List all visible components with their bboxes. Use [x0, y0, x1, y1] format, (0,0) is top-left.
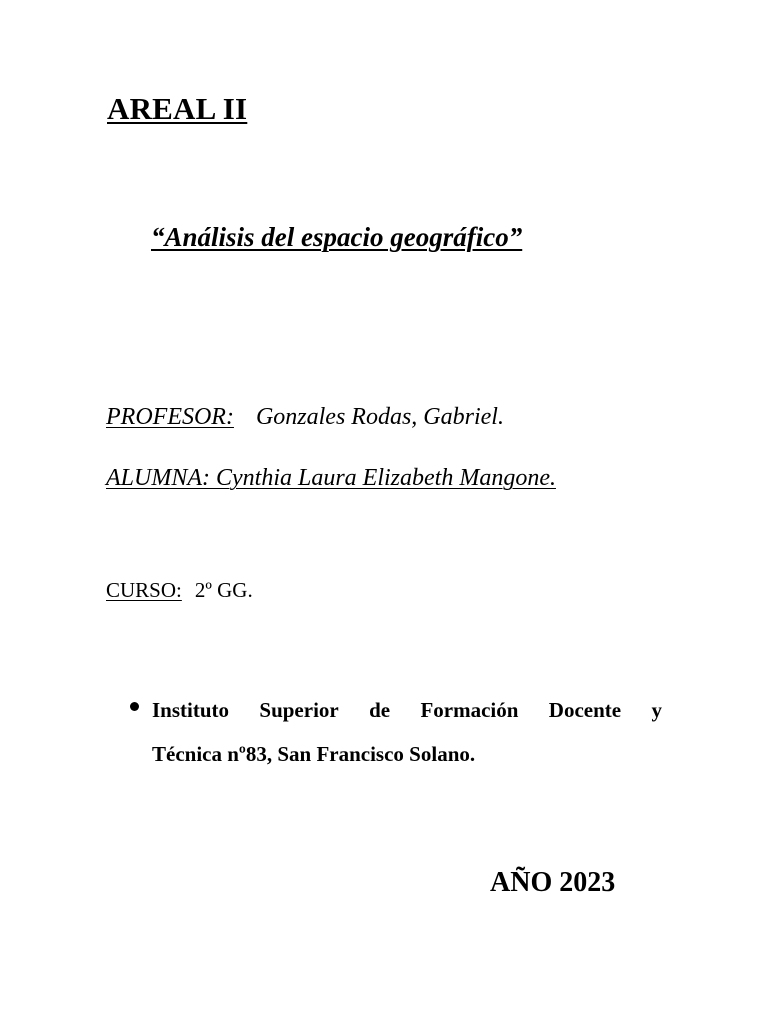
profesor-line: [106, 404, 504, 431]
institution-line-2: Técnica nº83, San Francisco Solano.: [152, 742, 476, 766]
document-title: AREAL II: [107, 91, 248, 126]
institution-word: Superior: [259, 698, 339, 722]
alumna-label: ALUMNA:: [106, 465, 210, 491]
institution-line-1: [152, 688, 662, 732]
profesor-name: Gonzales Rodas, Gabriel.: [255, 404, 504, 430]
alumna-name: Cynthia Laura Elizabeth Mangone.: [216, 465, 556, 491]
institution-word: Docente: [548, 698, 622, 722]
curso-value: 2º GG.: [194, 578, 253, 602]
institution-word: Formación: [420, 698, 519, 722]
alumna-line: [106, 465, 556, 492]
document-year: AÑO 2023: [490, 867, 616, 898]
curso-line: [106, 578, 253, 603]
curso-label: CURSO:: [106, 578, 182, 602]
document-subtitle: “Análisis del espacio geográfico”: [151, 222, 523, 252]
institution-word: de: [369, 698, 391, 722]
profesor-label: PROFESOR:: [106, 404, 234, 430]
institution-word: Instituto: [152, 698, 230, 722]
bullet-icon: [130, 702, 139, 711]
institution-word: y: [651, 698, 662, 722]
